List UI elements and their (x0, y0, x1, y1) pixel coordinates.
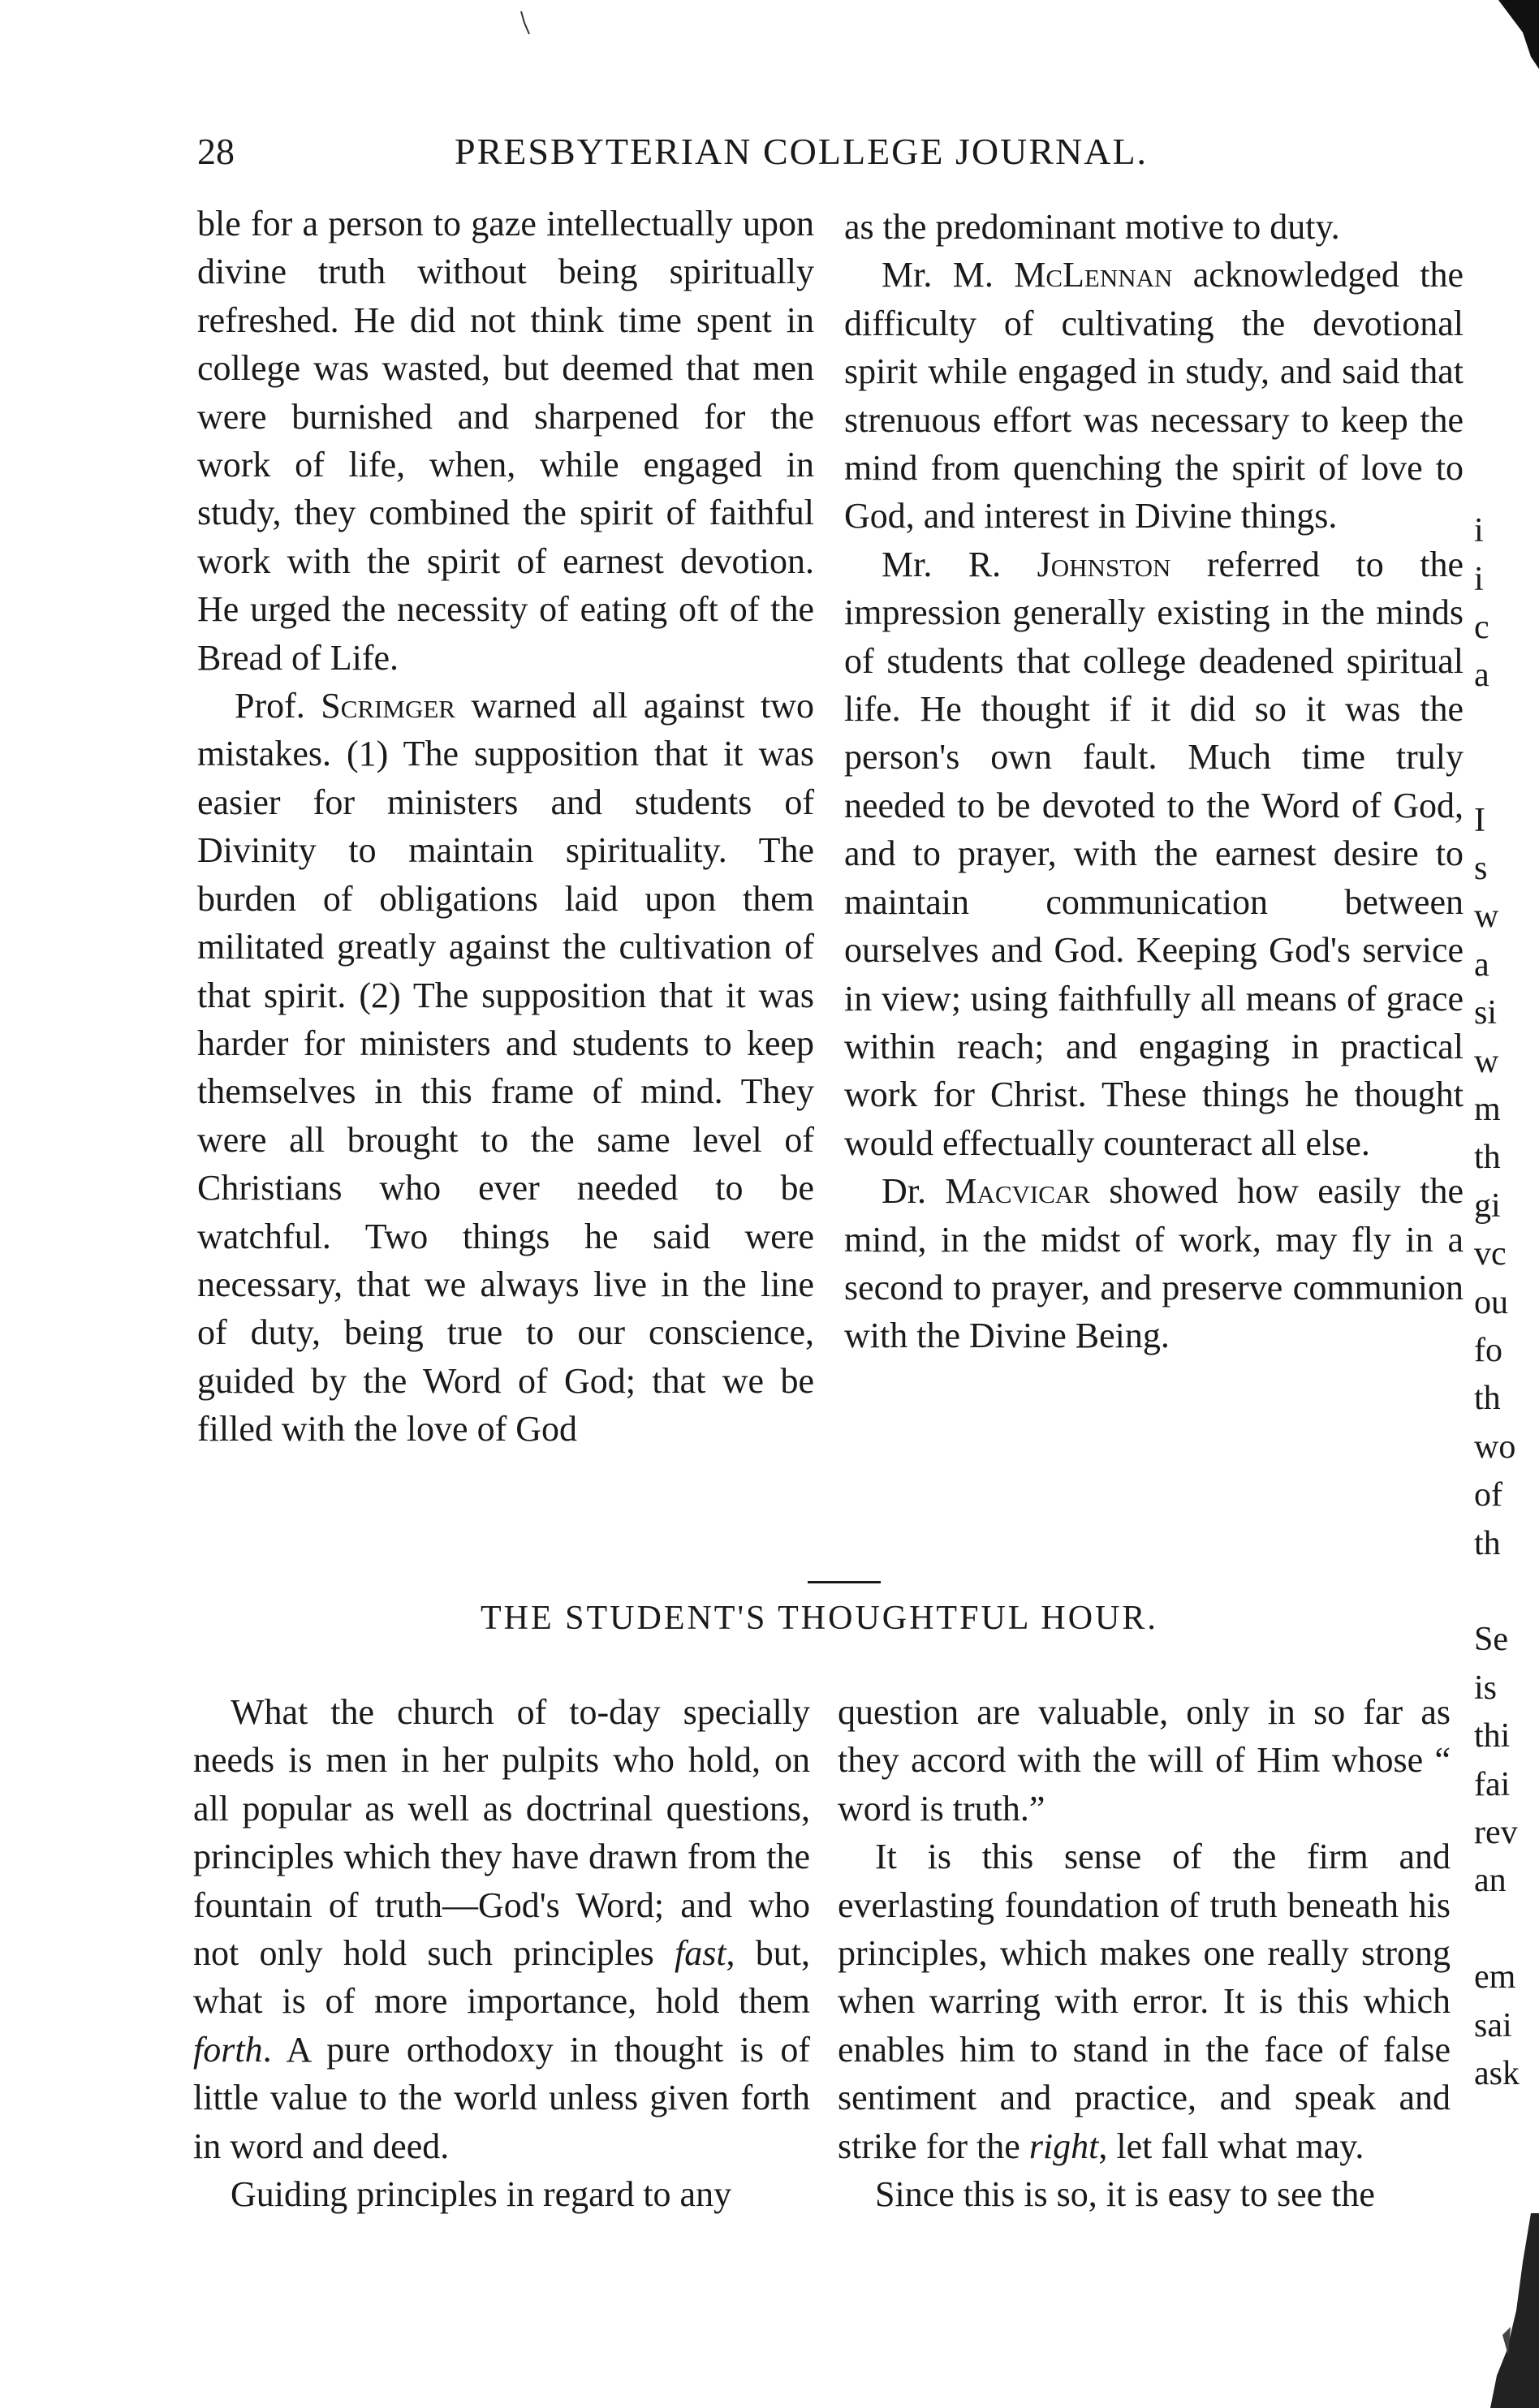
facing-page-fragment: ask (1474, 2055, 1520, 2092)
scan-speck (518, 10, 534, 42)
text-run: Mr. R. (882, 544, 1037, 584)
paragraph (838, 2170, 1451, 2218)
running-title: PRESBYTERIAN COLLEGE JOURNAL. (455, 131, 1149, 172)
text-run: warned all against two mistakes. (1) The supposition that it was easier for ministers and students of Divinity to maintain spirituality. The burden of obligations laid upon them militated greatly against the cultivation of that spirit. (2) The supposition that it was harder for ministers and students to keep themselves in this frame of mind. They were all brought to the same level of Christians who ever needed to be watchful. Two things he said were necessary, that we always live in the line of duty, being true to our conscience, guided by the Word of God; that we be filled with the love of God (197, 686, 814, 1450)
speaker-name: Macvicar (945, 1171, 1090, 1212)
facing-page-fragment: th (1474, 1380, 1501, 1418)
text-run: referred to the impression generally existing in the minds of students that college deadened spiritual life. He thought if it did so it was the person's own fault. Much time truly needed to be devoted to the Word of God, and to prayer, with the earnest desire to maintain communication between ourselves and God. Keeping God's service in view; using faithfully all means of grace within reach; and engaging in practical work for Christ. These things he thought would effectually counteract all else. (844, 544, 1464, 1163)
facing-page-fragment: vc (1474, 1235, 1507, 1273)
paragraph-continued (838, 1688, 1451, 1833)
facing-page-fragment: fai (1474, 1765, 1511, 1803)
facing-page-fragment: is (1474, 1669, 1498, 1707)
facing-page-fragment: s (1474, 850, 1488, 887)
speaker-name: McLennan (1014, 255, 1173, 295)
facing-page-fragment: wo (1474, 1428, 1516, 1466)
facing-page-fragment: Se (1474, 1621, 1508, 1659)
facing-page-fragment: ou (1474, 1283, 1508, 1321)
section-divider-rule (808, 1581, 881, 1583)
emphasis-text: fast (674, 1933, 726, 1974)
facing-page-fragment: em (1474, 1958, 1516, 1997)
facing-page-edge (1466, 0, 1539, 2408)
text-run: . A pure orthodoxy in thought is of little value to the world unless given forth in word and deed. (193, 2029, 810, 2166)
facing-page-fragment: m (1474, 1091, 1501, 1128)
text-run: , but, what is of more importance, hold them (193, 1933, 810, 2022)
lower-right-column (838, 1688, 1451, 2218)
scan-binding-shadow-top (1490, 0, 1539, 73)
upper-right-column (844, 203, 1464, 1360)
facing-page-fragment: rev (1474, 1814, 1518, 1851)
facing-page-fragment: c (1474, 609, 1489, 646)
text-run: Mr. M. (882, 255, 1015, 295)
facing-page-fragment: a (1474, 657, 1489, 695)
text-run: What the church of to-day specially needs is men in her pulpits who hold, on all popular as well as doctrinal questions, principles which they have drawn from the fountain of truth—God's Word; and who not only hold such principles (193, 1692, 810, 1974)
paragraph-continued (197, 200, 814, 682)
text-run: Since this is so, it is easy to see the (875, 2174, 1375, 2215)
facing-page-fragment: a (1474, 946, 1489, 984)
facing-page-fragment: of (1474, 1476, 1502, 1514)
scan-binding-shadow-bottom (1474, 2213, 1539, 2408)
paragraph (844, 1167, 1464, 1360)
facing-page-fragment: fo (1474, 1332, 1502, 1369)
paragraph (844, 541, 1464, 1167)
text-run: It is this sense of the firm and everlasting foundation of truth beneath his principles, which makes one really strong when warring with error. It is this which enables him to stand in the face of false sentiment and practice, and speak and strike for the (838, 1837, 1451, 2166)
facing-page-fragment: sai (1474, 2006, 1512, 2044)
section-title: THE STUDENT'S THOUGHTFUL HOUR. (481, 1600, 1158, 1637)
facing-page-fragment: i (1474, 560, 1484, 598)
paragraph (844, 251, 1464, 540)
lower-left-column (193, 1688, 810, 2218)
paragraph (193, 1688, 810, 2170)
paragraph-continued (844, 203, 1464, 251)
facing-page-fragment: gi (1474, 1187, 1501, 1225)
facing-page-fragment: w (1474, 898, 1499, 936)
paragraph (838, 1833, 1451, 2170)
facing-page-fragment: i (1474, 512, 1484, 550)
facing-page-fragment: si (1474, 994, 1498, 1032)
text-run: Guiding principles in regard to any (231, 2174, 732, 2215)
emphasis-text: forth (193, 2029, 263, 2070)
text-run: , let fall what may. (1098, 2126, 1364, 2166)
facing-page-fragment: th (1474, 1139, 1501, 1177)
upper-left-column (197, 200, 814, 1454)
facing-page-fragment: thi (1474, 1717, 1511, 1755)
facing-page-fragment: an (1474, 1862, 1507, 1900)
paragraph (193, 2170, 810, 2218)
facing-page-fragment: I (1474, 801, 1485, 839)
text-run: acknowledged the difficulty of cultivating the devotional spirit while engaged in study, and said that strenuous effort was necessary to keep the mind from quenching the spirit of love to God, and interest in Divine things. (844, 255, 1464, 536)
emphasis-text: right (1028, 2126, 1099, 2166)
text-run: as the predominant motive to duty. (844, 207, 1340, 247)
facing-page-fragment: th (1474, 1524, 1501, 1562)
page-number: 28 (197, 131, 235, 172)
text-run: showed how easily the mind, in the midst of work, may fly in a second to prayer, and preserve communion with the Divine Being. (844, 1171, 1464, 1356)
text-run: Prof. (235, 686, 321, 726)
speaker-name: Scrimger (321, 686, 455, 726)
text-run: question are valuable, only in so far as they accord with the will of Him whose “ word is truth.” (838, 1692, 1451, 1829)
speaker-name: Johnston (1037, 544, 1171, 584)
facing-page-fragment: w (1474, 1042, 1499, 1080)
text-run: Dr. (882, 1171, 946, 1212)
paragraph (197, 682, 814, 1454)
text-run: ble for a person to gaze intellectually upon divine truth without being spiritually refreshed. He did not think time spent in college was wasted, but deemed that men were burnished and sharpened for the work of life, when, while engaged in study, they combined the spirit of faithful work with the spirit of earnest devotion. He urged the necessity of eating oft of the Bread of Life. (197, 204, 814, 678)
